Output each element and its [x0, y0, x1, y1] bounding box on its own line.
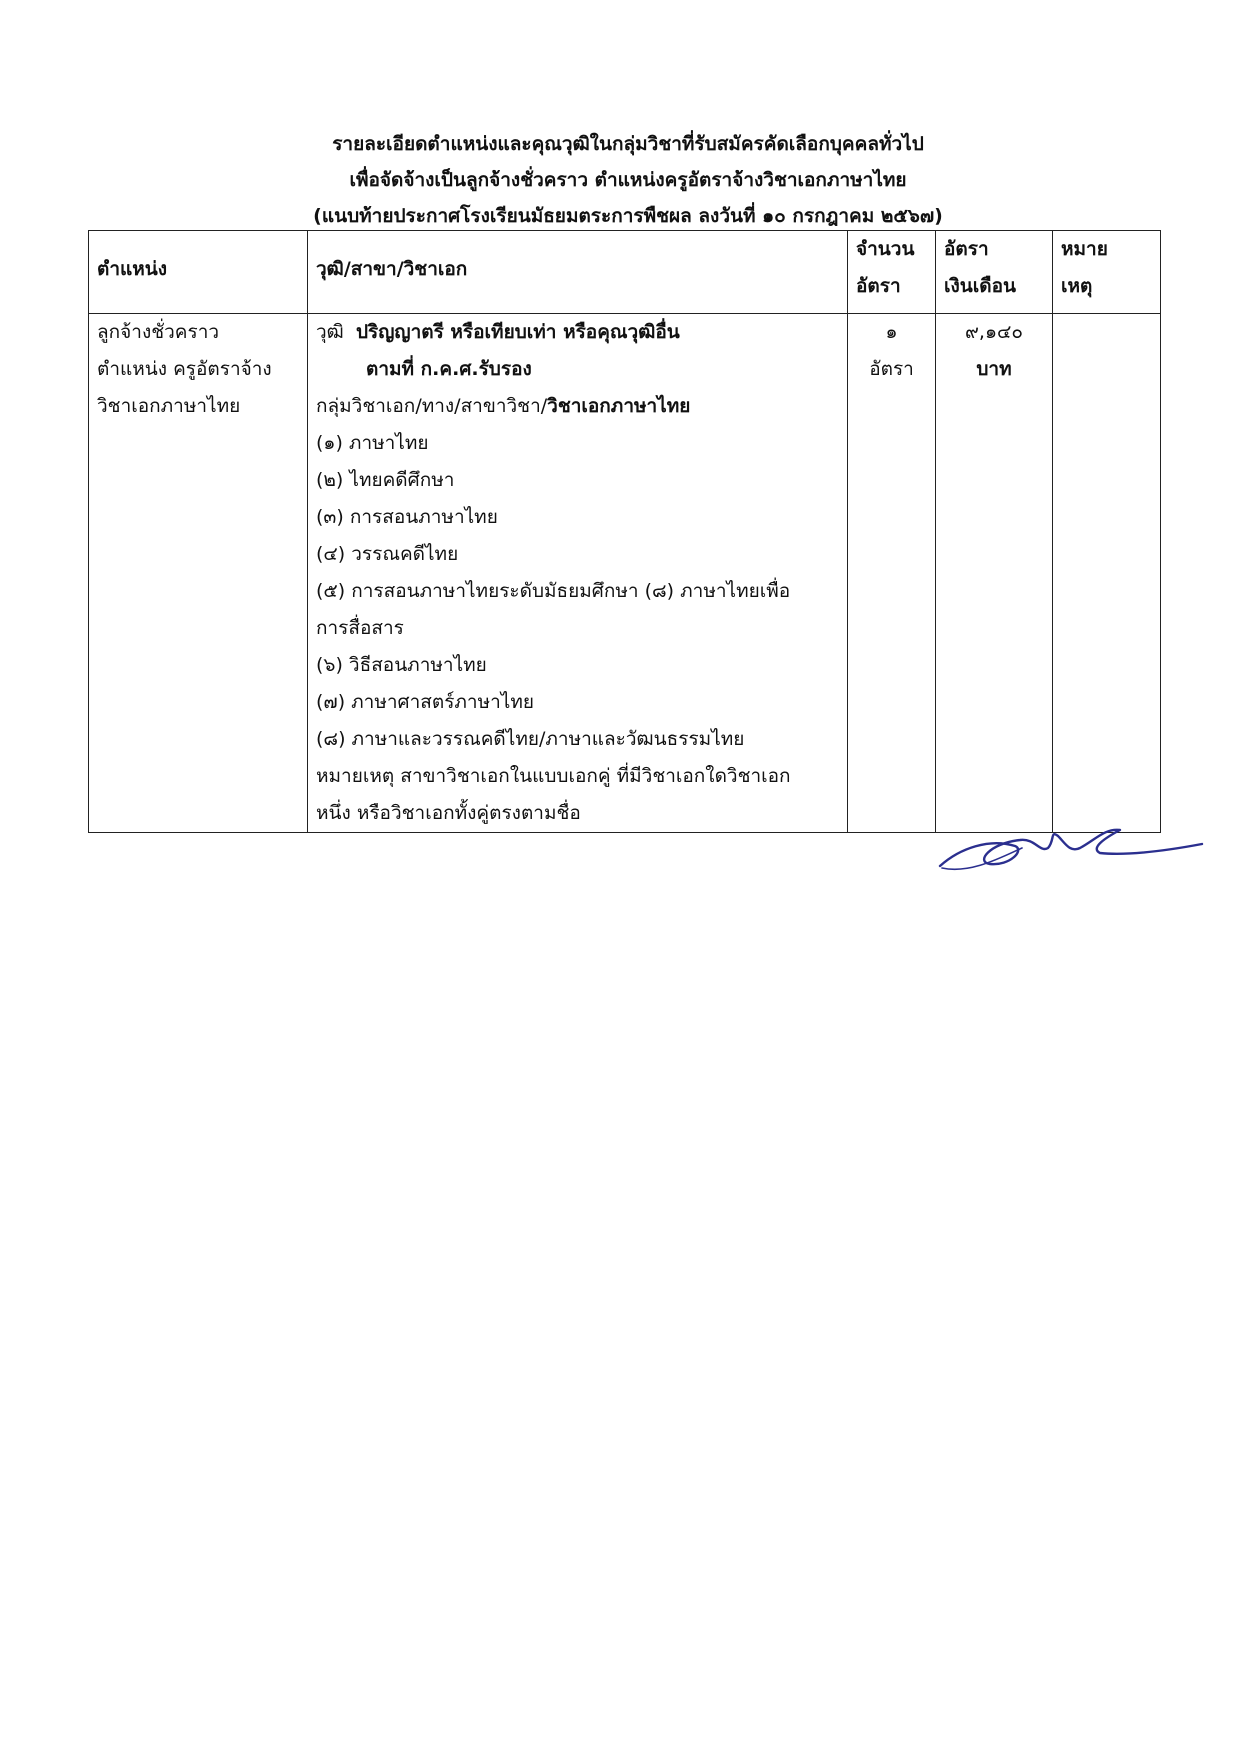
major-item-2: (๒) ไทยคดีศึกษา [316, 469, 455, 491]
header-remark-line-1: หมาย [1061, 238, 1108, 260]
degree-text-2: ตามที่ ก.ค.ศ.รับรอง [366, 358, 532, 380]
title-line-3: (แนบท้ายประกาศโรงเรียนมัธยมตระการพืชผล ลงวันที่ ๑๐ กรกฎาคม ๒๕๖๗) [313, 205, 943, 227]
signature-stroke [940, 830, 1202, 866]
signature-image [930, 818, 1210, 878]
major-group-label: กลุ่มวิชาเอก/ทาง/สาขาวิชา/ [316, 395, 548, 417]
cell-count [848, 314, 936, 833]
header-position: ตำแหน่ง [89, 231, 308, 314]
header-count [848, 231, 936, 314]
header-count-line-2: อัตรา [856, 275, 901, 297]
cell-salary [936, 314, 1053, 833]
major-item-7: (๗) ภาษาศาสตร์ภาษาไทย [316, 691, 535, 713]
degree-line [316, 314, 839, 351]
major-item-3: (๓) การสอนภาษาไทย [316, 506, 498, 528]
header-count-line-1: จำนวน [856, 238, 915, 260]
header-remark [1053, 231, 1161, 314]
salary-value: ๙,๑๔๐ [965, 321, 1023, 343]
table-header-row [89, 231, 1161, 314]
position-line-3: วิชาเอกภาษาไทย [97, 395, 241, 417]
degree-text: ปริญญาตรี หรือเทียบเท่า หรือคุณวุฒิอื่น [355, 321, 680, 343]
count-unit: อัตรา [869, 358, 914, 380]
cell-remark [1053, 314, 1161, 833]
major-item-6: (๖) วิธีสอนภาษาไทย [316, 654, 487, 676]
degree-label: วุฒิ [316, 321, 344, 343]
header-remark-line-2: เหตุ [1061, 275, 1093, 297]
header-salary [936, 231, 1053, 314]
position-line-2: ตำแหน่ง ครูอัตราจ้าง [97, 358, 272, 380]
title-line-2: เพื่อจัดจ้างเป็นลูกจ้างชั่วคราว ตำแหน่งครูอัตราจ้างวิชาเอกภาษาไทย [349, 169, 907, 191]
remark-note-line-1: หมายเหตุ สาขาวิชาเอกในแบบเอกคู่ ที่มีวิชาเอกใดวิชาเอก [316, 765, 791, 787]
position-table [88, 230, 1161, 833]
salary-unit: บาท [976, 358, 1012, 380]
major-item-5: (๕) การสอนภาษาไทยระดับมัธยมศึกษา (๘) ภาษาไทยเพื่อ [316, 580, 791, 602]
major-group-value: วิชาเอกภาษาไทย [547, 395, 691, 417]
major-item-4: (๔) วรรณคดีไทย [316, 543, 459, 565]
header-qualification: วุฒิ/สาขา/วิชาเอก [308, 231, 848, 314]
position-line-1: ลูกจ้างชั่วคราว [97, 321, 220, 343]
table-row [89, 314, 1161, 833]
header-salary-line-2: เงินเดือน [944, 275, 1016, 297]
major-item-5-cont: การสื่อสาร [316, 617, 404, 639]
count-value: ๑ [885, 321, 898, 343]
cell-qualification [308, 314, 848, 833]
major-item-8: (๘) ภาษาและวรรณคดีไทย/ภาษาและวัฒนธรรมไทย [316, 728, 745, 750]
header-salary-line-1: อัตรา [944, 238, 989, 260]
remark-note-line-2: หนึ่ง หรือวิชาเอกทั้งคู่ตรงตามชื่อ [316, 802, 581, 824]
major-item-1: (๑) ภาษาไทย [316, 432, 429, 454]
major-group-line [316, 388, 839, 425]
cell-position [89, 314, 308, 833]
title-line-1: รายละเอียดตำแหน่งและคุณวุฒิในกลุ่มวิชาที่รับสมัครคัดเลือกบุคคลทั่วไป [332, 133, 924, 155]
